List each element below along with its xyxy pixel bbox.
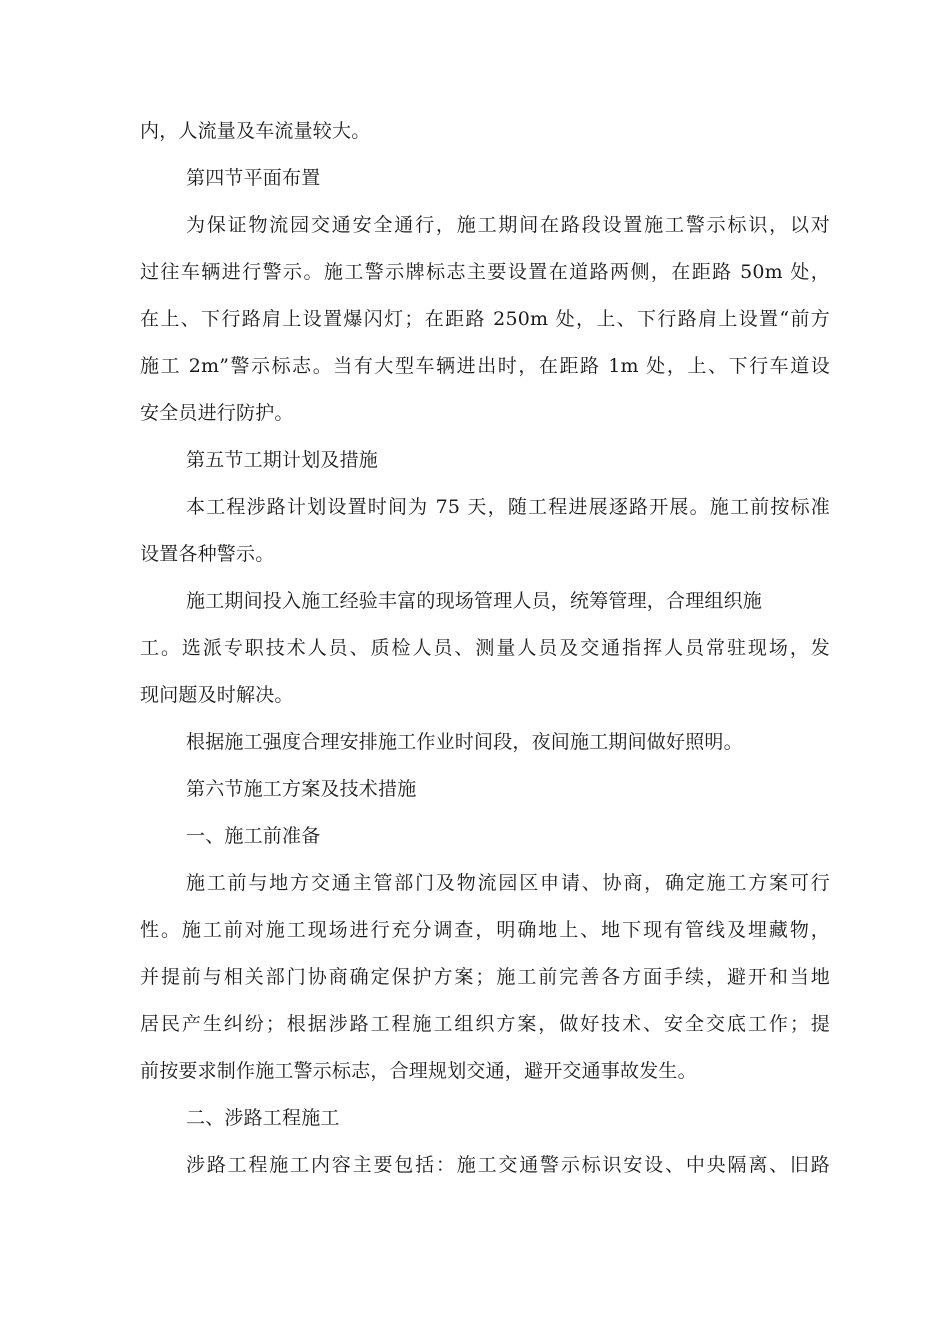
section-heading: 第四节平面布置	[186, 167, 321, 189]
paragraph-line: 施工期间投入施工经验丰富的现场管理人员，统筹管理，合理组织施	[186, 590, 763, 612]
paragraph-line: 现问题及时解决。	[140, 684, 294, 706]
section-heading: 第五节工期计划及措施	[186, 449, 379, 471]
paragraph-line: 施工 2m”警示标志。当有大型车辆进出时，在距路 1m 处，上、下行车道设	[140, 355, 830, 377]
paragraph-line: 居民产生纠纷；根据涉路工程施工组织方案，做好技术、安全交底工作；提	[140, 1013, 830, 1035]
paragraph-line: 本工程涉路计划设置时间为 75 天，随工程进展逐路开展。施工前按标准	[186, 496, 830, 518]
paragraph-line: 在上、下行路肩上设置爆闪灯；在距路 250m 处，上、下行路肩上设置“前方	[140, 308, 830, 330]
paragraph-line: 安全员进行防护。	[140, 402, 294, 424]
paragraph-line: 过往车辆进行警示。施工警示牌标志主要设置在道路两侧，在距路 50m 处，	[140, 261, 830, 283]
paragraph-line: 施工前与地方交通主管部门及物流园区申请、协商，确定施工方案可行	[186, 872, 830, 894]
subsection-heading: 二、涉路工程施工	[186, 1107, 340, 1129]
paragraph-line: 为保证物流园交通安全通行，施工期间在路段设置施工警示标识，以对	[186, 214, 830, 236]
paragraph-line: 工。选派专职技术人员、质检人员、测量人员及交通指挥人员常驻现场，发	[140, 637, 830, 659]
paragraph-line: 内，人流量及车流量较大。	[140, 120, 371, 142]
paragraph-line: 设置各种警示。	[140, 543, 275, 565]
subsection-heading: 一、施工前准备	[186, 825, 321, 847]
paragraph-line: 性。施工前对施工现场进行充分调查，明确地上、地下现有管线及埋藏物，	[140, 919, 830, 941]
paragraph-line: 并提前与相关部门协商确定保护方案；施工前完善各方面手续，避开和当地	[140, 966, 830, 988]
paragraph-line: 前按要求制作施工警示标志，合理规划交通，避开交通事故发生。	[140, 1060, 697, 1082]
paragraph-line: 根据施工强度合理安排施工作业时间段，夜间施工期间做好照明。	[186, 731, 743, 753]
paragraph-line: 涉路工程施工内容主要包括：施工交通警示标识安设、中央隔离、旧路	[186, 1154, 830, 1176]
section-heading: 第六节施工方案及技术措施	[186, 778, 417, 800]
document-body	[140, 108, 830, 1189]
